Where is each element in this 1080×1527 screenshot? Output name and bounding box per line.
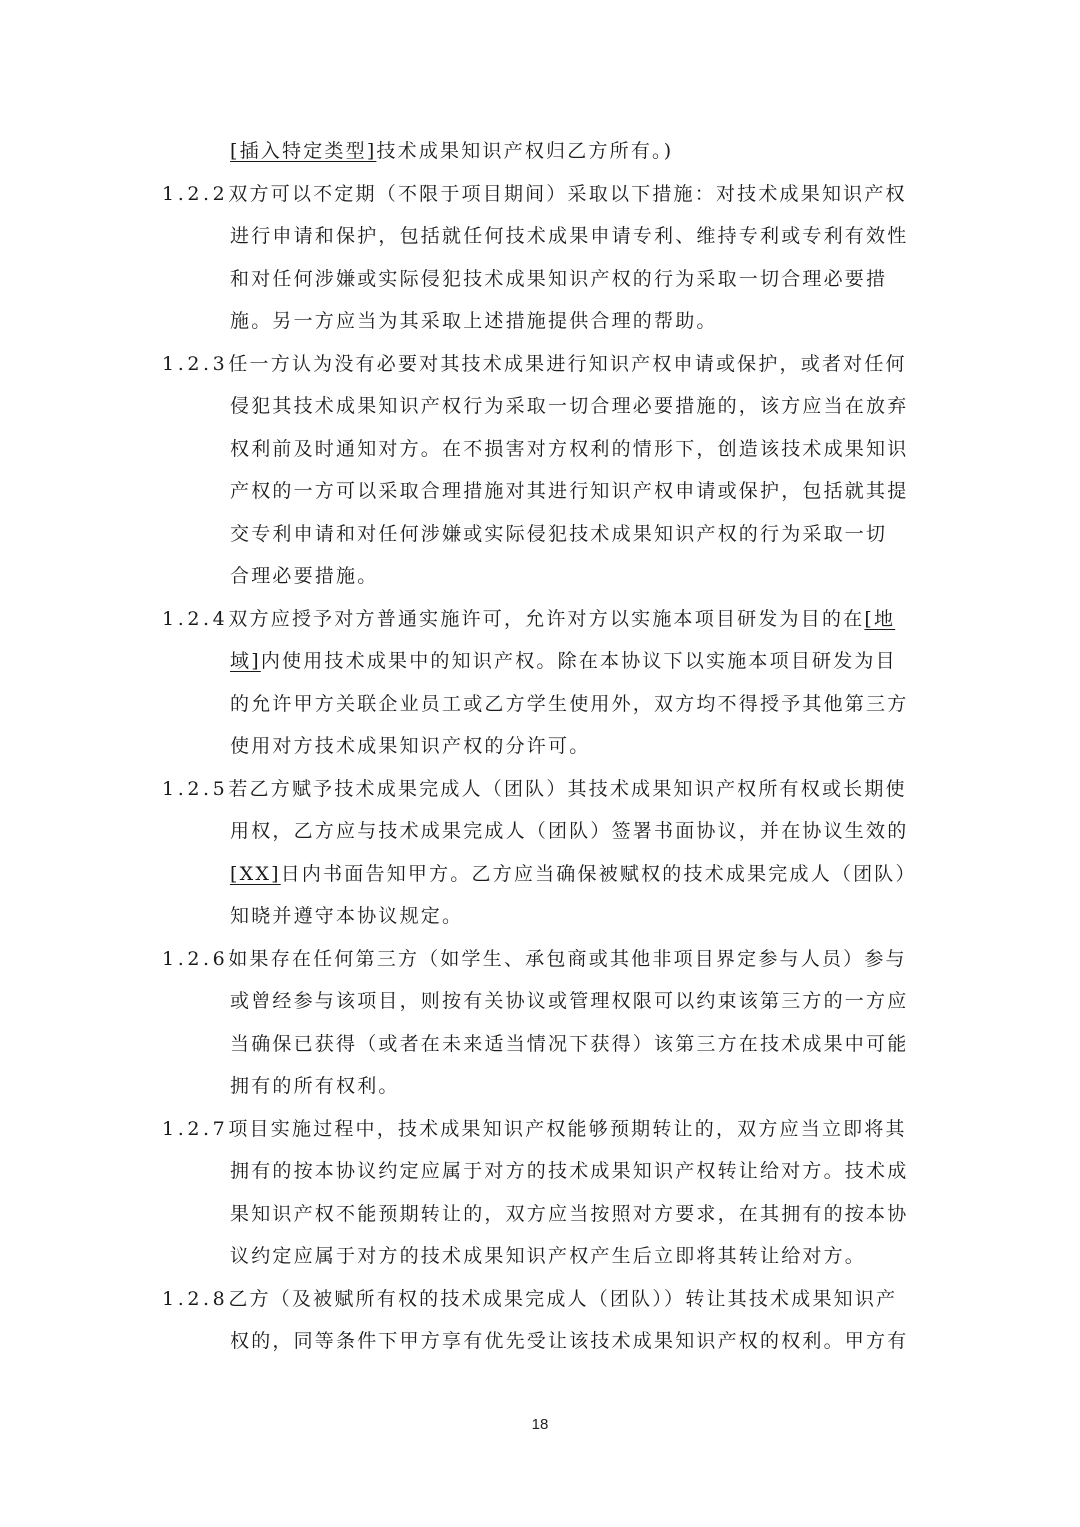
text-line [162,555,922,598]
clause-text: 权利前及时通知对方。在不损害对方权利的情形下，创造该技术成果知识 [230,437,909,460]
text-line [162,683,922,726]
clause-number: 1.2.8 [162,1287,229,1310]
clause-text: 产权的一方可以采取合理措施对其进行知识产权申请或保护，包括就其提 [230,480,909,502]
clause-text: 双方可以不定期（不限于项目期间）采取以下措施：对技术成果知识产权 [228,182,907,205]
clause-text: 施。另一方应当为其采取上述措施提供合理的帮助。 [230,310,718,332]
clause-text: 项目实施过程中，技术成果知识产权能够预期转让的，双方应当立即将其 [228,1117,907,1140]
clause-text: 拥有的按本协议约定应属于对方的技术成果知识产权转让给对方。技术成 [230,1160,909,1182]
clause-number: 1.2.6 [162,947,229,970]
document-body [162,130,922,1363]
clause-text: 若乙方赋予技术成果完成人（团队）其技术成果知识产权所有权或长期使 [228,777,907,800]
text-line [162,173,922,216]
clause-text: 议约定应属于对方的技术成果知识产权产生后立即将其转让给对方。 [230,1245,867,1267]
clause-text: 合理必要措施。 [230,565,379,587]
text-line [162,215,922,258]
text-line [162,768,922,811]
clause-text: 进行申请和保护，包括就任何技术成果申请专利、维持专利或专利有效性 [230,225,909,247]
placeholder-text: [XX] [230,862,281,885]
text-line [162,853,922,896]
text-line [162,895,922,938]
clause-text: 的允许甲方关联企业员工或乙方学生使用外，双方均不得授予其他第三方 [230,692,909,715]
clause-text: 双方应授予对方普通实施许可，允许对方以实施本项目研发为目的在 [228,607,865,630]
text-line [162,1320,922,1363]
clause-text: 技术成果知识产权归乙方所有。) [376,140,674,162]
clause-number: 1.2.2 [162,182,229,205]
clause-text: 拥有的所有权利。 [230,1075,400,1097]
clause-text: 用权，乙方应与技术成果完成人（团队）签署书面协议，并在协议生效的 [230,820,909,842]
clause-number: 1.2.5 [162,777,229,800]
clause-number: 1.2.3 [162,352,229,375]
clause-text: 或曾经参与该项目，则按有关协议或管理权限可以约束该第三方的一方应 [230,990,909,1012]
text-line [162,258,922,301]
clause-text: 和对任何涉嫌或实际侵犯技术成果知识产权的行为采取一切合理必要措 [230,267,888,290]
text-line [162,1235,922,1278]
placeholder-text: [地 [864,607,896,630]
text-line [162,428,922,471]
clause-text: 如果存在任何第三方（如学生、承包商或其他非项目界定参与人员）参与 [228,947,907,970]
clause-text: 果知识产权不能预期转让的，双方应当按照对方要求，在其拥有的按本协 [230,1202,909,1225]
placeholder-text: 域] [230,650,261,672]
text-line [162,1150,922,1193]
text-line [162,470,922,513]
text-line [162,640,922,683]
clause-text: 交专利申请和对任何涉嫌或实际侵犯技术成果知识产权的行为采取一切 [230,522,888,545]
clause-text: 使用对方技术成果知识产权的分许可。 [230,735,591,757]
text-line [162,1065,922,1108]
text-line [162,598,922,641]
text-line [162,810,922,853]
text-line [162,385,922,428]
clause-text: 内使用技术成果中的知识产权。除在本协议下以实施本项目研发为目 [260,650,897,672]
text-line [162,980,922,1023]
clause-text: 当确保已获得（或者在未来适当情况下获得）该第三方在技术成果中可能 [230,1032,909,1055]
text-line [162,300,922,343]
text-line [162,725,922,768]
text-line [162,130,922,173]
clause-text: 知晓并遵守本协议规定。 [230,905,464,927]
clause-text: 日内书面告知甲方。乙方应当确保被赋权的技术成果完成人（团队） [280,862,917,885]
clause-text: 侵犯其技术成果知识产权行为采取一切合理必要措施的，该方应当在放弃 [230,395,909,417]
page-number: 18 [531,1416,549,1433]
clause-text: 权的，同等条件下甲方享有优先受让该技术成果知识产权的权利。甲方有 [230,1330,909,1352]
clause-text: 乙方（及被赋所有权的技术成果完成人（团队））转让其技术成果知识产 [228,1287,898,1310]
text-line [162,343,922,386]
text-line [162,513,922,556]
text-line [162,938,922,981]
text-line [162,1023,922,1066]
text-line [162,1193,922,1236]
placeholder-text: [插入特定类型] [230,140,377,162]
clause-number: 1.2.7 [162,1117,229,1140]
clause-number: 1.2.4 [162,607,229,630]
text-line [162,1108,922,1151]
text-line [162,1278,922,1321]
clause-text: 任一方认为没有必要对其技术成果进行知识产权申请或保护，或者对任何 [228,352,907,375]
